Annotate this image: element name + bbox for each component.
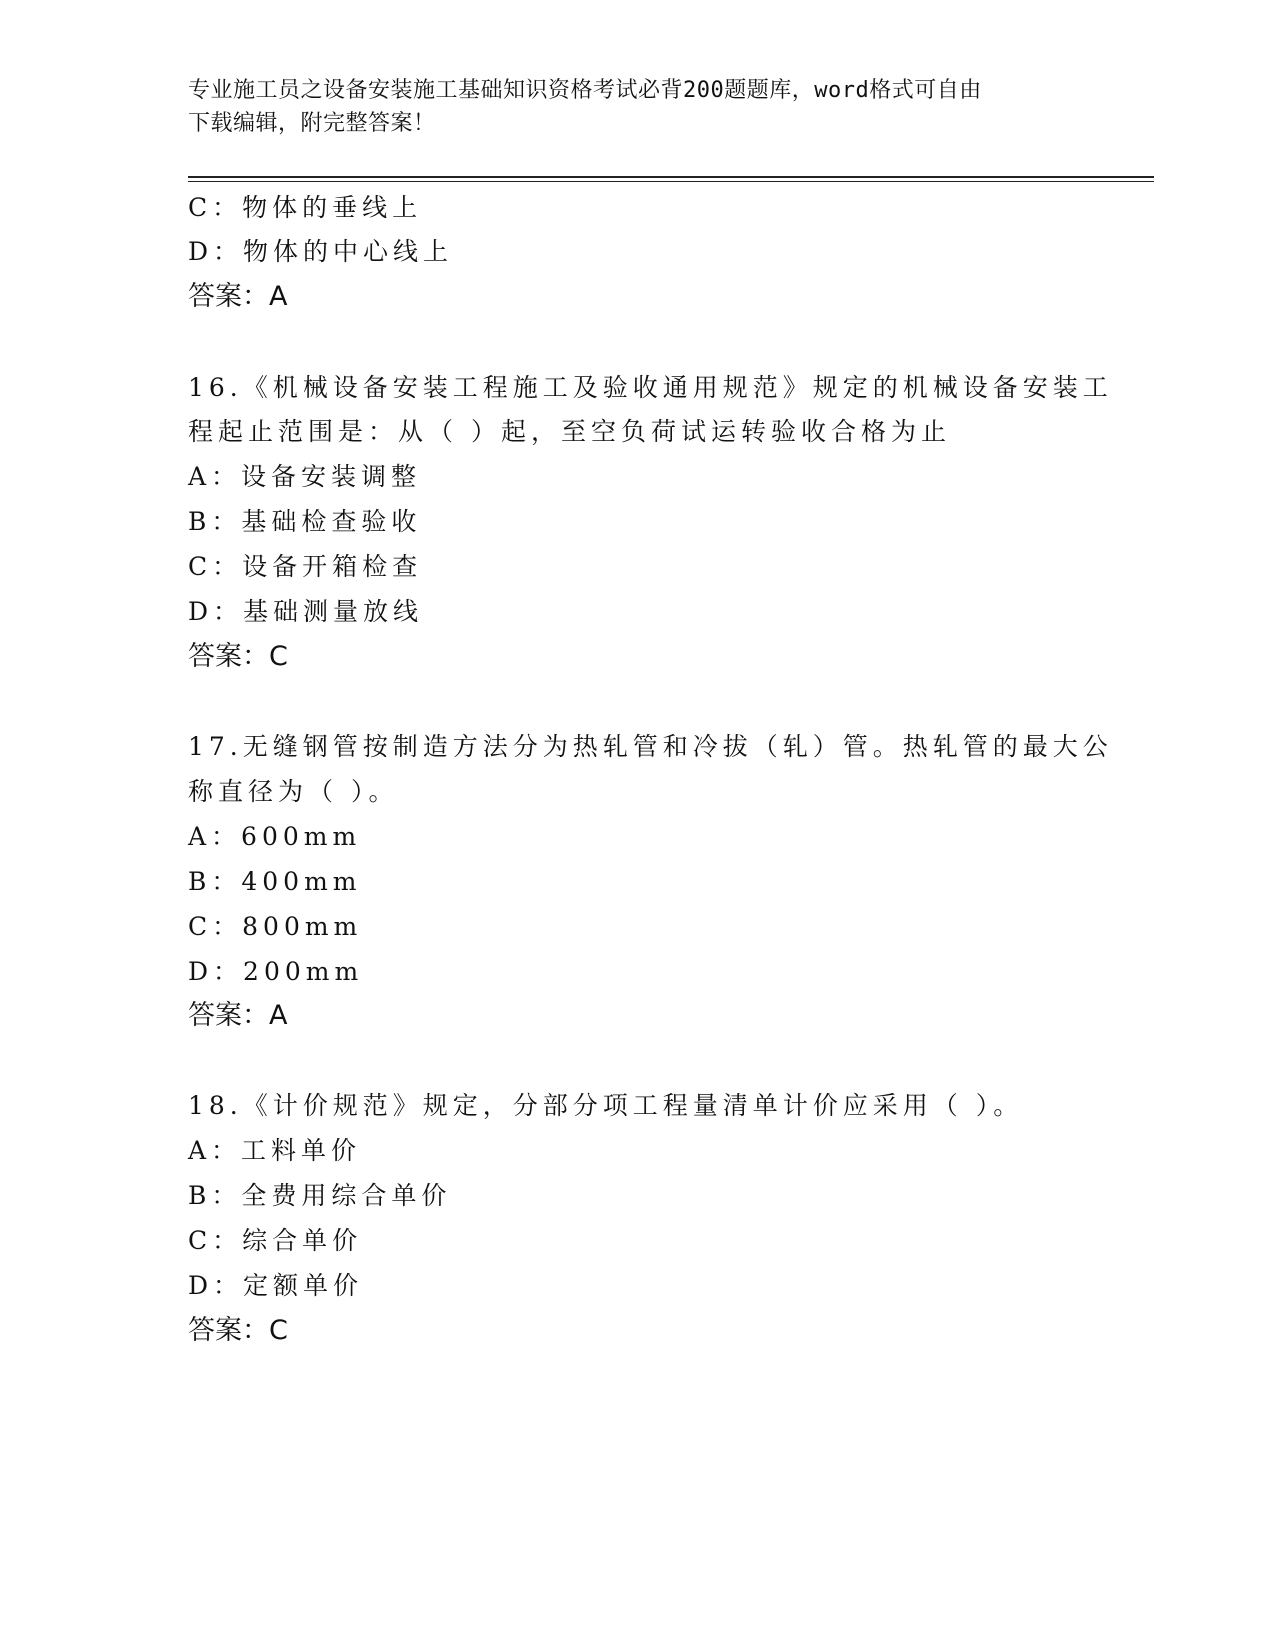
q17-option-b: B：400mm bbox=[188, 867, 362, 896]
q15-option-c: C：物体的垂线上 bbox=[188, 193, 423, 222]
q18-option-d: D：定额单价 bbox=[188, 1271, 364, 1300]
header-line-1: 专业施工员之设备安装施工基础知识资格考试必背200题题库，word格式可自由 bbox=[188, 78, 982, 103]
q15-answer: 答案：A bbox=[188, 281, 288, 312]
q18-option-a: A：工料单价 bbox=[188, 1136, 362, 1165]
q17-option-a: A：600mm bbox=[188, 822, 362, 851]
q18-option-b: B：全费用综合单价 bbox=[188, 1181, 452, 1210]
q15-option-d: D：物体的中心线上 bbox=[188, 237, 454, 266]
q16-option-d: D：基础测量放线 bbox=[188, 597, 424, 626]
q16-stem-line-2: 程起止范围是：从（ ）起，至空负荷试运转验收合格为止 bbox=[188, 417, 951, 446]
header-divider-thick bbox=[188, 176, 1154, 178]
header-line-2: 下载编辑，附完整答案！ bbox=[188, 111, 436, 136]
q17-answer: 答案：A bbox=[188, 1000, 288, 1031]
document-header bbox=[188, 74, 1068, 140]
q17-stem-line-2: 称直径为（ ）。 bbox=[188, 777, 399, 806]
q16-stem-line-1: 16.《机械设备安装工程施工及验收通用规范》规定的机械设备安装工 bbox=[188, 373, 1113, 402]
q17-stem-line-1: 17.无缝钢管按制造方法分为热轧管和冷拔（轧）管。热轧管的最大公 bbox=[188, 732, 1113, 761]
q18-stem-line-1: 18.《计价规范》规定，分部分项工程量清单计价应采用（ ）。 bbox=[188, 1091, 1024, 1120]
q16-option-a: A：设备安装调整 bbox=[188, 462, 422, 491]
q16-option-b: B：基础检查验收 bbox=[188, 507, 422, 536]
header-divider-thin bbox=[188, 181, 1154, 182]
q18-answer: 答案：C bbox=[188, 1315, 288, 1346]
q16-option-c: C：设备开箱检查 bbox=[188, 552, 423, 581]
q18-option-c: C：综合单价 bbox=[188, 1226, 363, 1255]
q17-option-c: C：800mm bbox=[188, 912, 363, 941]
q17-option-d: D：200mm bbox=[188, 957, 364, 986]
q16-answer: 答案：C bbox=[188, 641, 288, 672]
